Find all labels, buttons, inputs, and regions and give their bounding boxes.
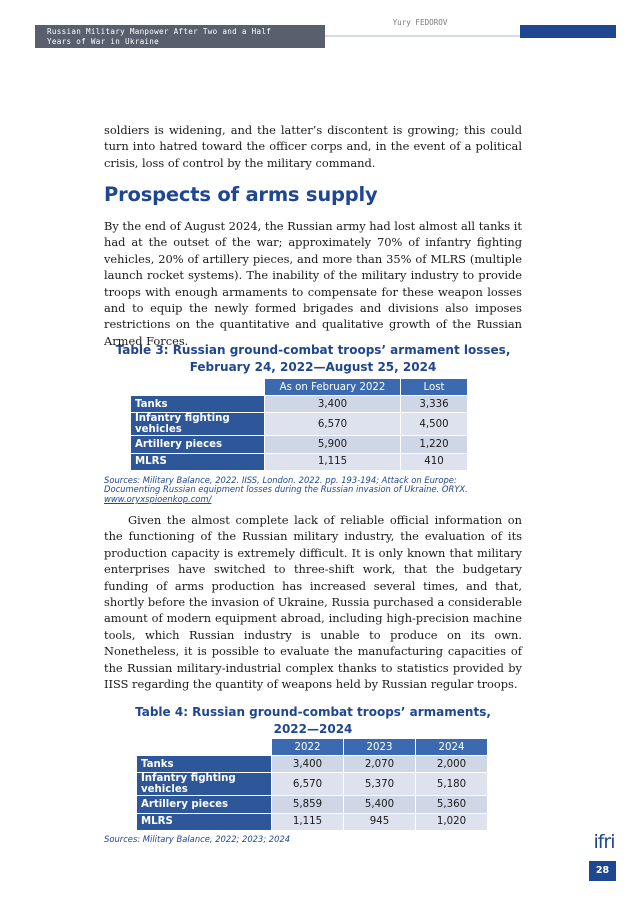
table3-row-label: MLRS [131,454,265,471]
header-author: Yury FEDOROV [392,18,448,27]
table4-source: Sources: Military Balance, 2022; 2023; 2024 [104,834,291,844]
ifri-logo-text: ifri [593,831,615,853]
table-row [131,436,468,453]
table4-cell: 5,400 [344,796,416,813]
table4-row-label: Artillery pieces [137,796,272,813]
table3-cell: 3,400 [265,396,401,413]
table4-caption [104,704,522,737]
table4-row-label: Tanks [137,756,272,773]
header-accent-block [520,25,616,38]
table4-cell: 5,180 [416,773,488,796]
table3-row-label: Artillery pieces [131,436,265,453]
table3-corner-cell [131,379,265,396]
table-row [131,454,468,471]
table3-cell: 6,570 [265,413,401,436]
table4-row-label: MLRS [137,814,272,831]
table4-caption-line1: Table 4: Russian ground-combat troops’ armaments, [135,705,491,719]
table3-col-header: As on February 2022 [265,379,401,396]
table4-header-row [137,739,488,756]
table4-cell: 3,400 [272,756,344,773]
header-title [47,27,317,46]
table-row [131,396,468,413]
table3-source-link[interactable]: www.oryxspioenkop.com/ [104,493,212,504]
table3-cell: 3,336 [401,396,468,413]
table-row [137,796,488,813]
table4-col-header: 2024 [416,739,488,756]
table3-source-line2: Documenting Russian equipment losses during the Russian invasion of Ukraine. ORYX. [104,484,468,495]
table-row [131,413,468,436]
table3-col-header: Lost [401,379,468,396]
table3-source-line1: Sources: Military Balance, 2022. IISS, London. 2022. pp. 193-194; Attack on Europe: [104,475,457,485]
table3-cell: 5,900 [265,436,401,453]
table4-cell: 5,370 [344,773,416,796]
table3-row-label: Infantry fighting vehicles [131,413,265,436]
table3-caption-line1: Table 3: Russian ground-combat troops’ armament losses, [115,343,511,357]
table4-caption-line2: 2022—2024 [273,721,353,736]
table4-cell: 1,115 [272,814,344,831]
table3-source [104,476,524,504]
paragraph-2: By the end of August 2024, the Russian army had lost almost all tanks it had at the outset of the war; approximately 70% of infantry fighting vehicles, 20% of artillery pieces, and more than 35% of MLRS (multiple launch rocket systems). The inability of the military industry to provide troops with enough armaments to compensate for these weapon losses and to equip the newly formed brigades and divisions also imposes restrictions on the quantitative and qualitative growth of the Russian Armed Forces. [104,219,522,348]
table4-row-label: Infantry fighting vehicles [137,773,272,796]
table3-cell: 410 [401,454,468,471]
table3-cell: 4,500 [401,413,468,436]
table3-caption [104,342,522,375]
table-row [137,756,488,773]
table4 [137,739,488,831]
header-title-line2: Years of War in Ukraine [47,36,160,46]
table4-cell: 1,020 [416,814,488,831]
header-title-line1: Russian Military Manpower After Two and a Half [47,27,272,36]
table4-col-header: 2022 [272,739,344,756]
table4-cell: 2,000 [416,756,488,773]
table4-cell: 945 [344,814,416,831]
table3-caption-line2: February 24, 2022—August 25, 2024 [189,359,437,374]
table4-cell: 5,360 [416,796,488,813]
table-row [137,814,488,831]
header-divider [325,35,520,37]
section-heading: Prospects of arms supply [104,183,378,206]
table3-row-label: Tanks [131,396,265,413]
ifri-logo [586,828,622,854]
table4-cell: 6,570 [272,773,344,796]
table3-cell: 1,220 [401,436,468,453]
table-row [137,773,488,796]
paragraph-3: Given the almost complete lack of reliable official information on the functioning of the Russian military industry, the evaluation of its production capacity is extremely difficult. It is only known that military enterprises have switched to three-shift work, that the budgetary funding of arms production has increased several times, and that, shortly before the invasion of Ukraine, Russia purchased a considerable amount of modern equipment abroad, including high-precision machine tools, which Russian industry is unable to produce on its own. Nonetheless, it is possible to evaluate the manufacturing capacities of the Russian military-industrial complex thanks to statistics provided by IISS regarding the quantity of weapons held by Russian regular troops. [104,513,522,692]
table3-header-row [131,379,468,396]
page-number: 28 [589,861,616,881]
table4-cell: 2,070 [344,756,416,773]
paragraph-1: soldiers is widening, and the latter’s discontent is growing; this could turn into hatred toward the officer corps and, in the event of a political crisis, loss of control by the military command. [104,123,522,170]
table4-cell: 5,859 [272,796,344,813]
table4-col-header: 2023 [344,739,416,756]
table4-corner-cell [137,739,272,756]
table3 [131,379,468,471]
table3-cell: 1,115 [265,454,401,471]
